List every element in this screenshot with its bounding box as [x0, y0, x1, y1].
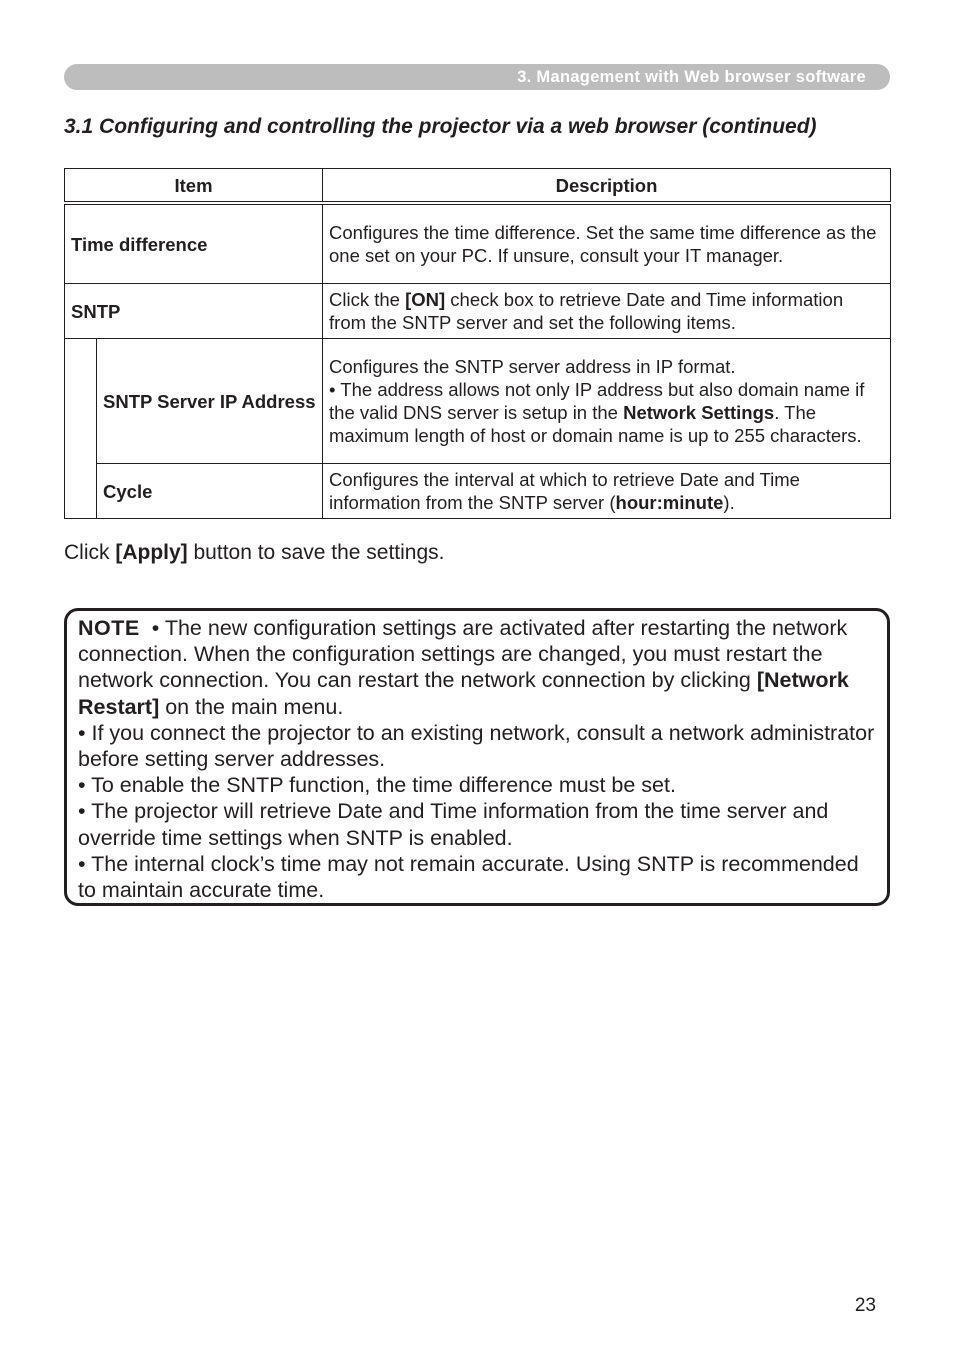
note-text: • The new configuration settings are activated after restarting the network connection. When the configuration settings are changed, you must restart the network connection. You can restart the network connection by clicking [78, 616, 848, 693]
hour-minute-term: hour:minute [615, 492, 724, 513]
table-header-row [65, 169, 891, 204]
note-text: on the main menu. [159, 694, 344, 719]
network-restart-term: [Network Restart] [78, 668, 849, 719]
description-text: Click the [329, 289, 406, 310]
chapter-title: 3. Management with Web browser software [517, 68, 866, 86]
description-text: Configures the time difference. Set the same time difference as the one set on your PC. If unsure, consult your IT manager. [329, 222, 877, 266]
description-text: Configures the SNTP server address in IP format. [329, 356, 736, 377]
description-text: . The maximum length of host or domain name is up to 255 characters. [329, 402, 862, 446]
sntp-group-indent [65, 339, 97, 519]
column-header-description: Description [323, 169, 891, 204]
chapter-header-bar [64, 64, 890, 90]
description-time-difference [323, 203, 891, 284]
section-title: 3.1 Configuring and controlling the projector via a web browser (continued) [64, 115, 817, 138]
apply-term: [Apply] [115, 541, 188, 564]
item-cycle: Cycle [97, 464, 323, 519]
settings-table [64, 168, 891, 519]
apply-instruction [64, 539, 445, 567]
page-number: 23 [854, 1295, 876, 1316]
description-text: ). [723, 492, 735, 513]
column-header-item: Item [65, 169, 323, 204]
description-sntp-server [323, 339, 891, 464]
on-checkbox-term: [ON] [405, 289, 446, 310]
description-cycle [323, 464, 891, 519]
note-bullet: • To enable the SNTP function, the time difference must be set. [78, 773, 676, 798]
description-text: check box to retrieve Date and Time information from the SNTP server and set the following items. [329, 289, 844, 333]
network-settings-term: Network Settings [623, 402, 775, 423]
description-text: • The address allows not only IP address but also domain name if the valid DNS server is setup in the [329, 379, 865, 423]
note-bullet: • If you connect the projector to an existing network, consult a network administrator before setting server addresses. [78, 720, 875, 772]
table-row-time-difference [65, 203, 891, 284]
note-bullet [78, 616, 849, 719]
item-sntp-server-ip-address: SNTP Server IP Address [97, 339, 323, 464]
table-row-cycle [65, 464, 891, 519]
note-bullet: • The projector will retrieve Date and Time information from the time server and override time settings when SNTP is enabled. [78, 799, 829, 850]
note-bullet: • The internal clock’s time may not remain accurate. Using SNTP is recommended to maintain accurate time. [78, 851, 859, 903]
apply-text: Click [64, 541, 116, 564]
apply-text: button to save the settings. [187, 541, 445, 564]
description-sntp [323, 284, 891, 339]
description-text: Configures the interval at which to retrieve Date and Time information from the SNTP server ( [329, 469, 800, 513]
item-sntp: SNTP [65, 284, 323, 339]
item-time-difference: Time difference [65, 203, 323, 284]
note-box [64, 608, 890, 906]
table-row-sntp-server [65, 339, 891, 464]
table-row-sntp [65, 284, 891, 339]
note-label: NOTE [78, 616, 140, 640]
